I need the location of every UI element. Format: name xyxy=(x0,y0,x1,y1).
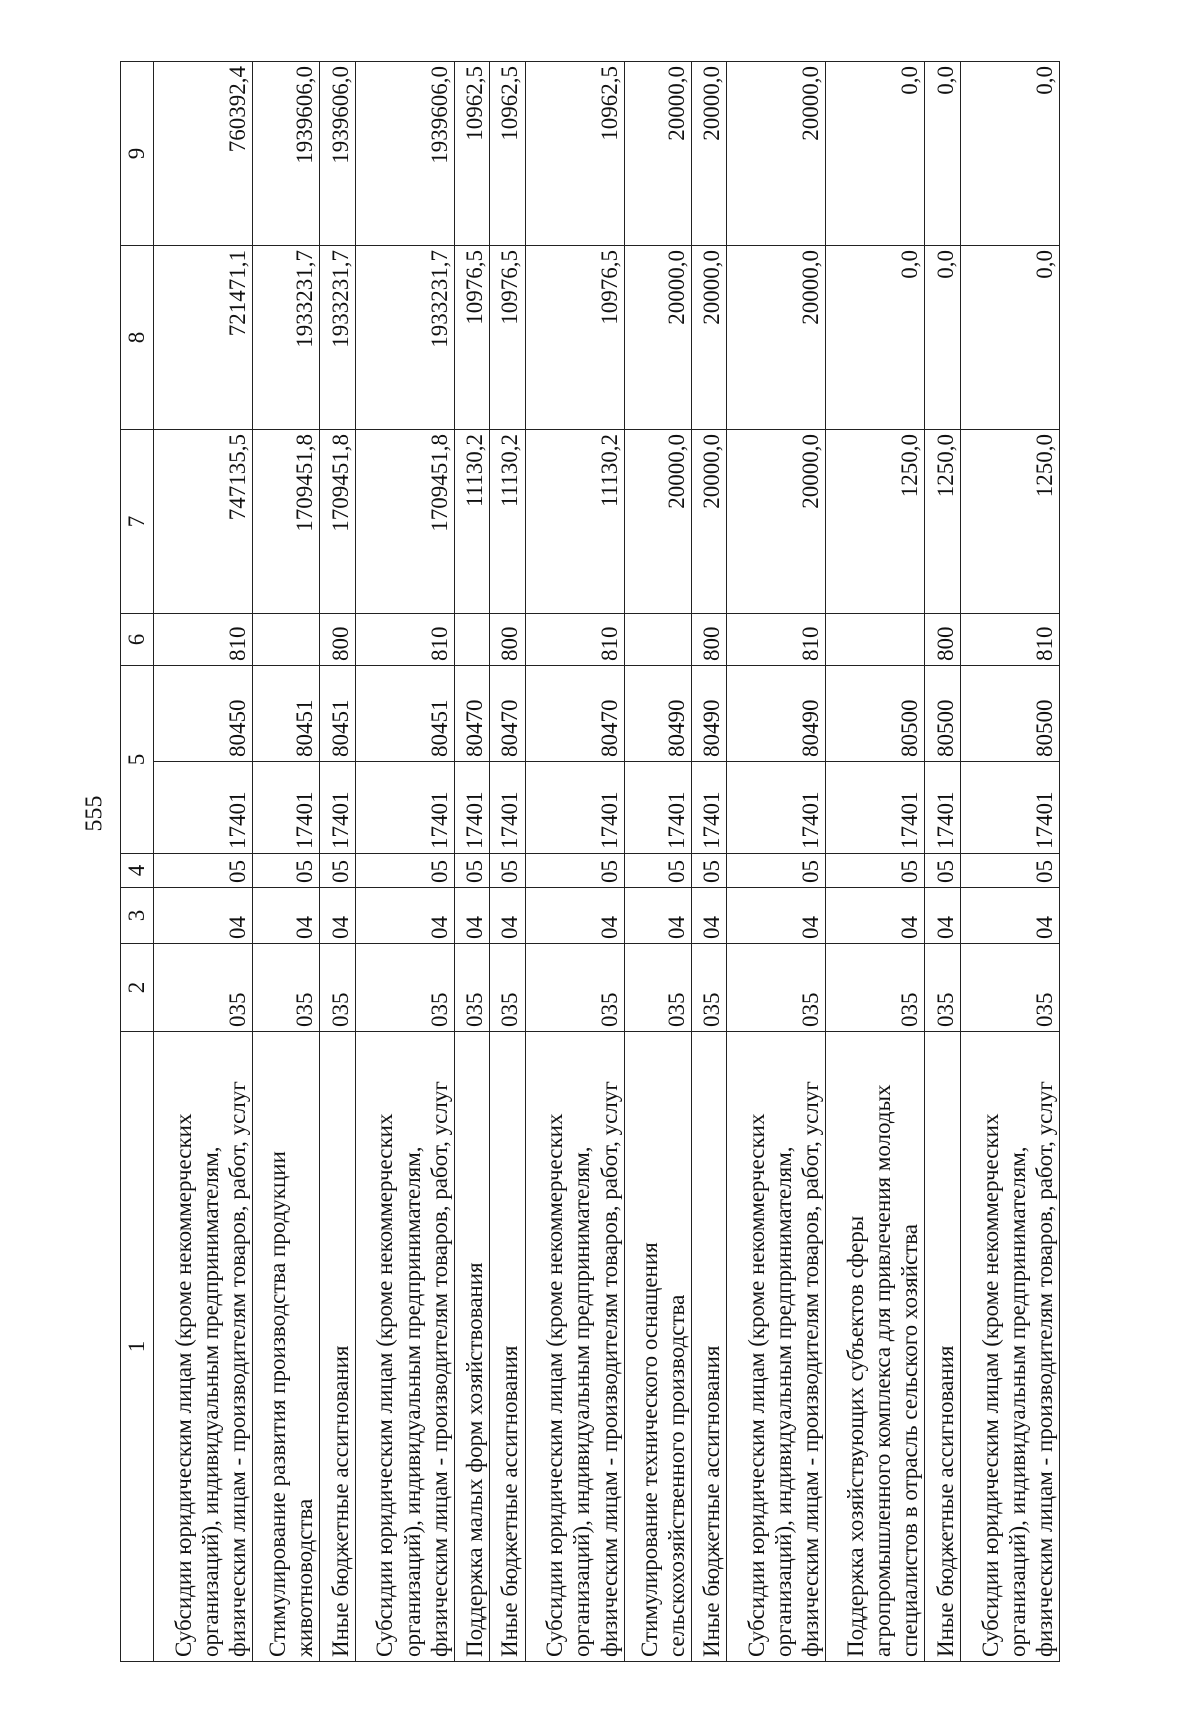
header-col-7: 7 xyxy=(121,430,154,614)
row-code-4-cell: 05 xyxy=(525,854,624,888)
header-col-9: 9 xyxy=(121,62,154,246)
row-value-8-cell: 0,0 xyxy=(960,246,1059,430)
row-code-5b-cell: 80490 xyxy=(727,666,826,762)
row-code-4-cell: 05 xyxy=(253,854,320,888)
row-code-6-cell: 810 xyxy=(727,614,826,666)
row-value-9-cell: 20000,0 xyxy=(624,62,691,246)
row-value-9-cell: 10962,5 xyxy=(525,62,624,246)
row-code-5b-cell: 80490 xyxy=(624,666,691,762)
row-value-8-cell: 721471,1 xyxy=(154,246,253,430)
budget-table xyxy=(120,61,1060,1662)
row-code-6-cell xyxy=(253,614,320,666)
row-code-5a-cell: 17401 xyxy=(525,762,624,854)
row-code-4-cell: 05 xyxy=(691,854,726,888)
row-code-5a-cell: 17401 xyxy=(925,762,960,854)
row-value-9-cell: 0,0 xyxy=(960,62,1059,246)
row-code-5b-cell: 80470 xyxy=(525,666,624,762)
row-code-6-cell: 800 xyxy=(691,614,726,666)
table-row xyxy=(320,62,355,1662)
row-code-3-cell: 04 xyxy=(355,888,454,944)
row-name-cell: Иные бюджетные ассигнования xyxy=(691,1032,726,1662)
table-row xyxy=(691,62,726,1662)
row-value-9-cell: 10962,5 xyxy=(490,62,525,246)
table-row xyxy=(454,62,489,1662)
row-code-2-cell: 035 xyxy=(454,944,489,1032)
row-value-7-cell: 11130,2 xyxy=(454,430,489,614)
row-value-8-cell: 0,0 xyxy=(925,246,960,430)
row-value-8-cell: 20000,0 xyxy=(727,246,826,430)
row-code-3-cell: 04 xyxy=(320,888,355,944)
row-code-2-cell: 035 xyxy=(691,944,726,1032)
table-header xyxy=(121,62,154,1662)
row-code-5b-cell: 80470 xyxy=(454,666,489,762)
header-col-1: 1 xyxy=(121,1032,154,1662)
row-code-5b-cell: 80450 xyxy=(154,666,253,762)
row-code-2-cell: 035 xyxy=(624,944,691,1032)
row-code-5b-cell: 80451 xyxy=(320,666,355,762)
row-code-5a-cell: 17401 xyxy=(624,762,691,854)
row-code-4-cell: 05 xyxy=(925,854,960,888)
row-code-2-cell: 035 xyxy=(525,944,624,1032)
row-code-5b-cell: 80490 xyxy=(691,666,726,762)
row-name-cell: Иные бюджетные ассигнования xyxy=(925,1032,960,1662)
header-col-5: 5 xyxy=(121,666,154,854)
table-row xyxy=(727,62,826,1662)
row-code-4-cell: 05 xyxy=(320,854,355,888)
row-code-5a-cell: 17401 xyxy=(727,762,826,854)
table-row xyxy=(826,62,925,1662)
row-value-7-cell: 11130,2 xyxy=(525,430,624,614)
row-code-5a-cell: 17401 xyxy=(490,762,525,854)
row-code-4-cell: 05 xyxy=(624,854,691,888)
page-number: 555 xyxy=(81,795,108,832)
row-code-6-cell: 810 xyxy=(154,614,253,666)
row-code-5a-cell: 17401 xyxy=(355,762,454,854)
row-code-3-cell: 04 xyxy=(624,888,691,944)
row-code-4-cell: 05 xyxy=(490,854,525,888)
table-body xyxy=(154,62,1060,1662)
row-value-9-cell: 20000,0 xyxy=(727,62,826,246)
row-value-9-cell: 0,0 xyxy=(826,62,925,246)
header-col-2: 2 xyxy=(121,944,154,1032)
table-row xyxy=(253,62,320,1662)
row-value-9-cell: 760392,4 xyxy=(154,62,253,246)
row-code-5a-cell: 17401 xyxy=(960,762,1059,854)
row-value-9-cell: 1939606,0 xyxy=(253,62,320,246)
row-code-3-cell: 04 xyxy=(454,888,489,944)
row-name-cell: Субсидии юридическим лицам (кроме некоммерческих организаций), индивидуальным предпринимателям, физическим лицам - производителям товаров, работ, услуг xyxy=(525,1032,624,1662)
row-code-5a-cell: 17401 xyxy=(454,762,489,854)
row-value-7-cell: 1709451,8 xyxy=(355,430,454,614)
row-value-7-cell: 11130,2 xyxy=(490,430,525,614)
row-code-5a-cell: 17401 xyxy=(826,762,925,854)
row-code-4-cell: 05 xyxy=(727,854,826,888)
row-code-3-cell: 04 xyxy=(727,888,826,944)
row-code-5a-cell: 17401 xyxy=(320,762,355,854)
table-row xyxy=(525,62,624,1662)
row-code-3-cell: 04 xyxy=(253,888,320,944)
row-value-7-cell: 1250,0 xyxy=(925,430,960,614)
row-code-3-cell: 04 xyxy=(960,888,1059,944)
row-code-6-cell: 810 xyxy=(960,614,1059,666)
row-code-6-cell: 810 xyxy=(355,614,454,666)
row-name-cell: Субсидии юридическим лицам (кроме некоммерческих организаций), индивидуальным предпринимателям, физическим лицам - производителям товаров, работ, услуг xyxy=(154,1032,253,1662)
table-row xyxy=(490,62,525,1662)
row-value-8-cell: 1933231,7 xyxy=(355,246,454,430)
row-value-9-cell: 1939606,0 xyxy=(320,62,355,246)
row-code-2-cell: 035 xyxy=(355,944,454,1032)
row-code-3-cell: 04 xyxy=(490,888,525,944)
row-code-3-cell: 04 xyxy=(925,888,960,944)
row-name-cell: Стимулирование технического оснащения сельскохозяйственного производства xyxy=(624,1032,691,1662)
row-code-6-cell: 800 xyxy=(925,614,960,666)
row-code-3-cell: 04 xyxy=(691,888,726,944)
row-code-5b-cell: 80500 xyxy=(960,666,1059,762)
row-value-9-cell: 1939606,0 xyxy=(355,62,454,246)
row-code-6-cell: 810 xyxy=(525,614,624,666)
row-name-cell: Стимулирование развития производства продукции животноводства xyxy=(253,1032,320,1662)
row-code-5a-cell: 17401 xyxy=(691,762,726,854)
header-col-4: 4 xyxy=(121,854,154,888)
row-value-8-cell: 10976,5 xyxy=(454,246,489,430)
row-code-2-cell: 035 xyxy=(320,944,355,1032)
row-code-2-cell: 035 xyxy=(826,944,925,1032)
row-name-cell: Субсидии юридическим лицам (кроме некоммерческих организаций), индивидуальным предпринимателям, физическим лицам - производителям товаров, работ, услуг xyxy=(355,1032,454,1662)
row-name-cell: Иные бюджетные ассигнования xyxy=(490,1032,525,1662)
table-row xyxy=(960,62,1059,1662)
row-name-cell: Иные бюджетные ассигнования xyxy=(320,1032,355,1662)
row-name-cell: Поддержка малых форм хозяйствования xyxy=(454,1032,489,1662)
row-code-2-cell: 035 xyxy=(960,944,1059,1032)
row-value-7-cell: 747135,5 xyxy=(154,430,253,614)
row-code-5b-cell: 80500 xyxy=(925,666,960,762)
row-value-7-cell: 1250,0 xyxy=(960,430,1059,614)
row-name-cell: Поддержка хозяйствующих субъектов сферы агропромышленного комплекса для привлечения молодых специалистов в отрасль сельского хозяйства xyxy=(826,1032,925,1662)
row-value-7-cell: 20000,0 xyxy=(624,430,691,614)
row-value-8-cell: 10976,5 xyxy=(525,246,624,430)
header-col-8: 8 xyxy=(121,246,154,430)
row-value-7-cell: 20000,0 xyxy=(691,430,726,614)
row-code-6-cell xyxy=(624,614,691,666)
table-row xyxy=(154,62,253,1662)
row-value-7-cell: 20000,0 xyxy=(727,430,826,614)
table-row xyxy=(925,62,960,1662)
row-code-4-cell: 05 xyxy=(154,854,253,888)
row-name-cell: Субсидии юридическим лицам (кроме некоммерческих организаций), индивидуальным предпринимателям, физическим лицам - производителям товаров, работ, услуг xyxy=(727,1032,826,1662)
row-code-4-cell: 05 xyxy=(355,854,454,888)
row-name-cell: Субсидии юридическим лицам (кроме некоммерческих организаций), индивидуальным предпринимателям, физическим лицам - производителям товаров, работ, услуг xyxy=(960,1032,1059,1662)
row-code-5a-cell: 17401 xyxy=(253,762,320,854)
row-code-5b-cell: 80451 xyxy=(355,666,454,762)
row-value-7-cell: 1709451,8 xyxy=(320,430,355,614)
row-code-5b-cell: 80451 xyxy=(253,666,320,762)
row-code-2-cell: 035 xyxy=(925,944,960,1032)
rotated-table-container xyxy=(120,62,1060,1662)
row-value-9-cell: 0,0 xyxy=(925,62,960,246)
header-row xyxy=(121,62,154,1662)
row-code-5b-cell: 80500 xyxy=(826,666,925,762)
table-row xyxy=(355,62,454,1662)
row-value-9-cell: 20000,0 xyxy=(691,62,726,246)
row-value-8-cell: 20000,0 xyxy=(624,246,691,430)
row-code-4-cell: 05 xyxy=(960,854,1059,888)
row-code-6-cell xyxy=(454,614,489,666)
row-code-4-cell: 05 xyxy=(826,854,925,888)
row-code-2-cell: 035 xyxy=(154,944,253,1032)
row-value-8-cell: 1933231,7 xyxy=(253,246,320,430)
row-code-2-cell: 035 xyxy=(727,944,826,1032)
row-code-2-cell: 035 xyxy=(490,944,525,1032)
row-code-6-cell xyxy=(826,614,925,666)
row-value-7-cell: 1709451,8 xyxy=(253,430,320,614)
row-value-7-cell: 1250,0 xyxy=(826,430,925,614)
row-code-2-cell: 035 xyxy=(253,944,320,1032)
row-code-5a-cell: 17401 xyxy=(154,762,253,854)
row-code-6-cell: 800 xyxy=(490,614,525,666)
row-code-3-cell: 04 xyxy=(154,888,253,944)
row-value-8-cell: 10976,5 xyxy=(490,246,525,430)
row-value-8-cell: 1933231,7 xyxy=(320,246,355,430)
row-code-6-cell: 800 xyxy=(320,614,355,666)
row-code-5b-cell: 80470 xyxy=(490,666,525,762)
table-row xyxy=(624,62,691,1662)
row-value-8-cell: 20000,0 xyxy=(691,246,726,430)
row-code-3-cell: 04 xyxy=(525,888,624,944)
row-code-3-cell: 04 xyxy=(826,888,925,944)
header-col-6: 6 xyxy=(121,614,154,666)
row-value-8-cell: 0,0 xyxy=(826,246,925,430)
row-value-9-cell: 10962,5 xyxy=(454,62,489,246)
row-code-4-cell: 05 xyxy=(454,854,489,888)
header-col-3: 3 xyxy=(121,888,154,944)
